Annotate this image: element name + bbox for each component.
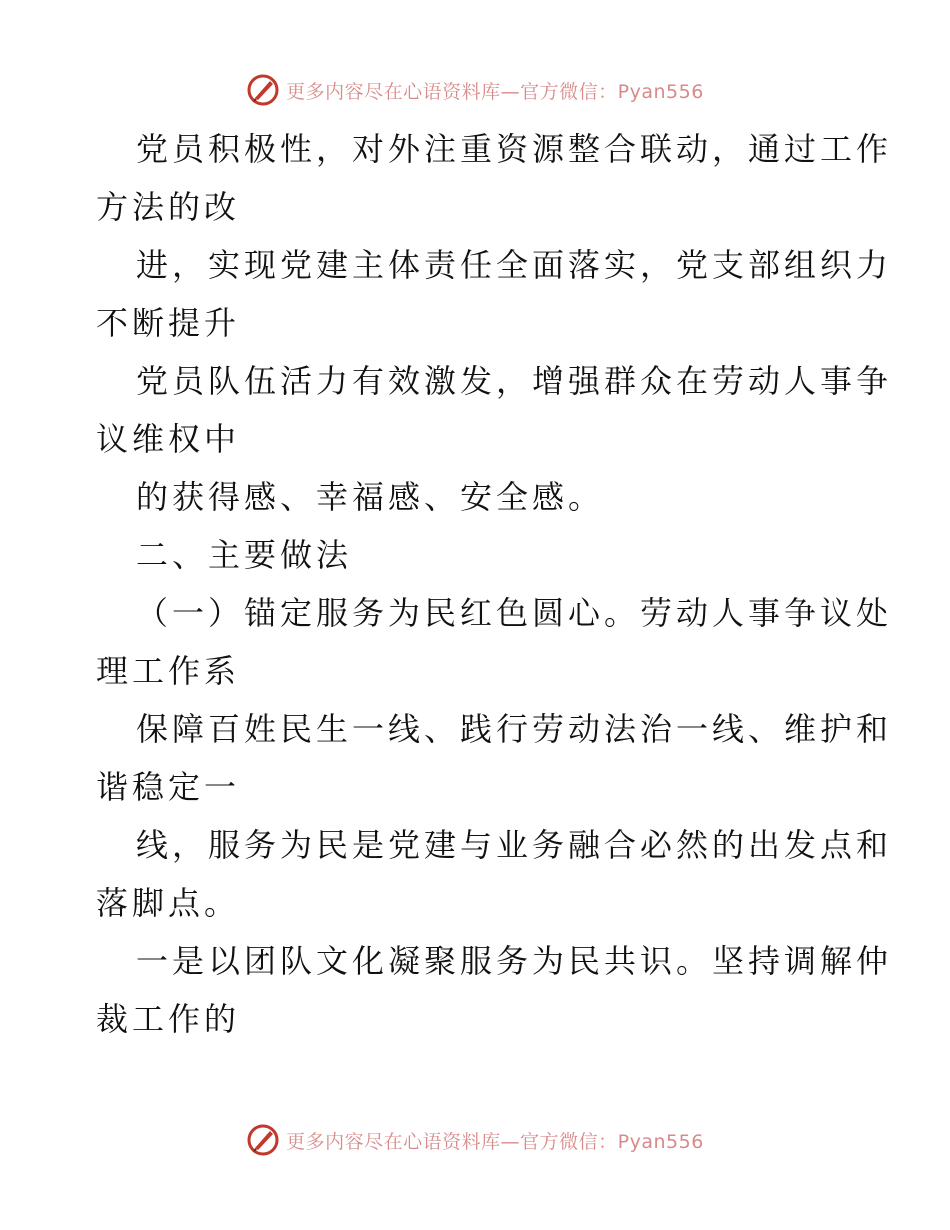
quill-pen-logo-icon	[246, 1123, 280, 1157]
text-line: 不断提升	[96, 304, 241, 342]
text-line: 党员队伍活力有效激发，增强群众在劳动人事争	[136, 362, 893, 400]
text-line: 保障百姓民生一线、践行劳动法治一线、维护和	[136, 710, 893, 748]
text-line: 的获得感、幸福感、安全感。	[136, 478, 605, 516]
text-line: 落脚点。	[96, 884, 241, 922]
text-line: 党员积极性，对外注重资源整合联动，通过工作	[136, 130, 893, 168]
section-heading: 二、主要做法	[136, 536, 353, 574]
text-line: 进，实现党建主体责任全面落实，党支部组织力	[136, 246, 893, 284]
watermark-text: 更多内容尽在心语资料库—官方微信：	[286, 80, 618, 103]
watermark-id: Pyan556	[617, 80, 704, 103]
text-line: 线，服务为民是党建与业务融合必然的出发点和	[136, 826, 893, 864]
document-body	[96, 120, 893, 1048]
watermark-text: 更多内容尽在心语资料库—官方微信：	[286, 1130, 618, 1153]
text-line: （一）锚定服务为民红色圆心。劳动人事争议处	[136, 594, 893, 632]
footer-watermark	[0, 1120, 950, 1160]
text-line: 裁工作的	[96, 1000, 241, 1038]
watermark-id: Pyan556	[617, 1130, 704, 1153]
text-line: 谐稳定一	[96, 768, 241, 806]
quill-pen-logo-icon	[246, 73, 280, 107]
text-line: 理工作系	[96, 652, 241, 690]
text-line: 方法的改	[96, 188, 241, 226]
text-line: 议维权中	[96, 420, 241, 458]
header-watermark	[0, 70, 950, 110]
text-line: 一是以团队文化凝聚服务为民共识。坚持调解仲	[136, 942, 893, 980]
